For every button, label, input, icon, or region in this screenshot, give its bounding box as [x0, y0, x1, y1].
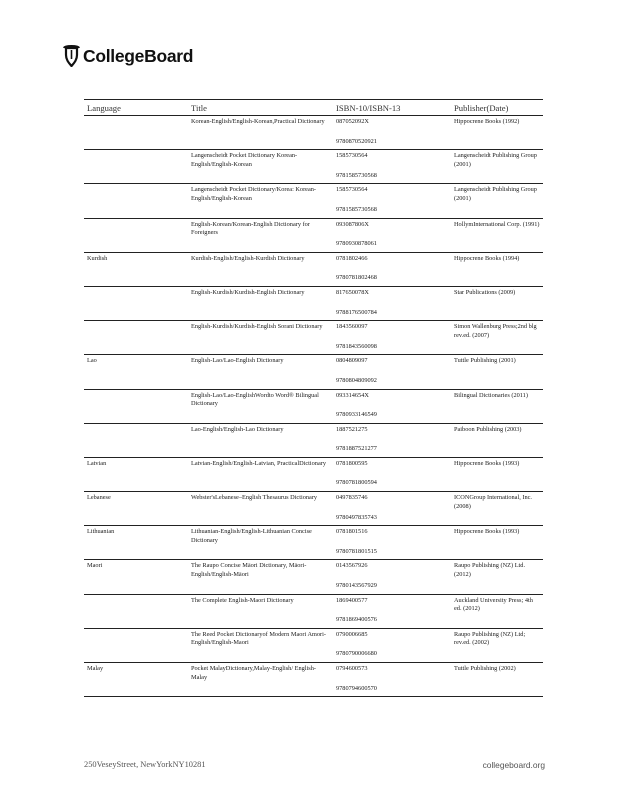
cell-title: The Reed Pocket Dictionaryof Modern Maori Amori-English/English-Maori	[188, 628, 333, 662]
table-header-row	[84, 100, 543, 116]
table-row	[84, 628, 543, 662]
isbn-10: 1887521275	[336, 425, 368, 433]
cell-publisher: Langenscheidt Publishing Group (2001)	[451, 184, 543, 218]
column-header-isbn: ISBN-10/ISBN-13	[333, 100, 451, 116]
cell-language: Lebanese	[84, 492, 188, 526]
cell-title: Webster'sLebanese–English Thesaurus Dictionary	[188, 492, 333, 526]
table-row	[84, 150, 543, 184]
isbn-10: 0781801516	[336, 528, 368, 536]
cell-publisher: Hippocrene Books (1994)	[451, 252, 543, 286]
table-body	[84, 116, 543, 697]
table-row	[84, 355, 543, 389]
table-row	[84, 594, 543, 628]
cell-publisher: Raupo Publishing (NZ) Ltd; rev.ed. (2002)	[451, 628, 543, 662]
cell-title: The Raupo Concise Māori Dictionary, Māori-English/English-Māori	[188, 560, 333, 594]
table-row	[84, 560, 543, 594]
cell-publisher: Auckland University Press; 4th ed. (2012)	[451, 594, 543, 628]
cell-language: Lithuanian	[84, 526, 188, 560]
cell-language	[84, 184, 188, 218]
cell-language: Lao	[84, 355, 188, 389]
cell-language: Malay	[84, 663, 188, 697]
cell-title: The Complete English-Maori Dictionary	[188, 594, 333, 628]
isbn-13: 9781843560098	[336, 342, 377, 350]
cell-language	[84, 628, 188, 662]
cell-language	[84, 423, 188, 457]
cell-publisher: HollymInternational Corp. (1991)	[451, 218, 543, 252]
cell-title: Pocket MalayDictionary,Malay-English/ English-Malay	[188, 663, 333, 697]
cell-language	[84, 389, 188, 423]
cell-isbn	[333, 150, 451, 184]
cell-title: English-Korean/Korean-English Dictionary for Foreigners	[188, 218, 333, 252]
isbn-10: 1585730564	[336, 186, 368, 194]
table-row	[84, 389, 543, 423]
cell-isbn	[333, 526, 451, 560]
cell-title: Langenscheidt Pocket Dictionary/Korea: Korean-English/English-Korean	[188, 184, 333, 218]
isbn-10: 093087806X	[336, 220, 369, 228]
footer-website[interactable]: collegeboard.org	[482, 760, 545, 770]
cell-title: English-Lao/Lao-English Dictionary	[188, 355, 333, 389]
column-header-publisher: Publisher(Date)	[451, 100, 543, 116]
isbn-13: 9788176500784	[336, 308, 377, 316]
cell-language	[84, 321, 188, 355]
cell-language: Kurdish	[84, 252, 188, 286]
cell-publisher: Simon Wallenburg Press;2nd blg rev.ed. (2007)	[451, 321, 543, 355]
cell-language	[84, 116, 188, 150]
table-row	[84, 457, 543, 491]
table-row	[84, 526, 543, 560]
cell-publisher: Hippocrene Books (1992)	[451, 116, 543, 150]
isbn-10: 0794600573	[336, 665, 368, 672]
cell-isbn	[333, 355, 451, 389]
cell-publisher: Tuttle Publishing (2001)	[451, 355, 543, 389]
cell-publisher: Hippocrene Books (1993)	[451, 526, 543, 560]
cell-title: English-Kurdish/Kurdish-English Dictionary	[188, 286, 333, 320]
cell-language	[84, 218, 188, 252]
cell-publisher: Star Publications (2009)	[451, 286, 543, 320]
isbn-10: 0497835746	[336, 494, 368, 502]
table-row	[84, 218, 543, 252]
cell-publisher: Paiboon Publishing (2003)	[451, 423, 543, 457]
cell-publisher: Langenscheidt Publishing Group (2001)	[451, 150, 543, 184]
cell-isbn	[333, 116, 451, 150]
cell-isbn	[333, 218, 451, 252]
isbn-10: 093314654X	[336, 391, 369, 399]
cell-isbn	[333, 492, 451, 526]
cell-title: Korean-English/English-Korean,Practical Dictionary	[188, 116, 333, 150]
isbn-13: 9780781800594	[336, 479, 377, 487]
isbn-10: 0143567926	[336, 562, 368, 570]
cell-isbn	[333, 663, 451, 697]
footer-address: 250VeseyStreet, NewYorkNY10281	[84, 760, 206, 769]
table-row	[84, 492, 543, 526]
cell-language	[84, 594, 188, 628]
table-row	[84, 184, 543, 218]
isbn-13: 9780870520921	[336, 137, 377, 145]
isbn-10: 0804809097	[336, 357, 368, 365]
cell-language	[84, 150, 188, 184]
collegeboard-logo	[63, 44, 193, 68]
isbn-13: 9781887521277	[336, 445, 377, 453]
cell-language: Latvian	[84, 457, 188, 491]
cell-publisher: ICONGroup International, Inc.(2008)	[451, 492, 543, 526]
cell-title: Kurdish-English/English-Kurdish Dictionary	[188, 252, 333, 286]
column-header-language: Language	[84, 100, 188, 116]
cell-title: Lithuanian-English/English-Lithuanian Concise Dictionary	[188, 526, 333, 560]
isbn-13: 9780143567929	[336, 582, 377, 590]
dictionary-table	[84, 99, 543, 697]
cell-isbn	[333, 560, 451, 594]
isbn-13: 9780804809092	[336, 376, 377, 384]
cell-isbn	[333, 389, 451, 423]
cell-publisher: Tuttle Publishing (2002)	[451, 663, 543, 697]
isbn-13: 9780794600570	[336, 684, 377, 692]
cell-isbn	[333, 252, 451, 286]
isbn-10: 1843560097	[336, 323, 368, 331]
table-row	[84, 286, 543, 320]
cell-language	[84, 286, 188, 320]
cell-publisher: Hippocrene Books (1993)	[451, 457, 543, 491]
cell-title: English-Kurdish/Kurdish-English Sorani Dictionary	[188, 321, 333, 355]
isbn-10: 0781802466	[336, 254, 368, 262]
table-row	[84, 423, 543, 457]
table-row	[84, 252, 543, 286]
cell-publisher: Bilingual Dictionaries (2011)	[451, 389, 543, 423]
cell-title: Latvian-English/English-Latvian, PracticalDictionary	[188, 457, 333, 491]
isbn-13: 9780781801515	[336, 547, 377, 555]
cell-isbn	[333, 628, 451, 662]
isbn-10: 087052092X	[336, 118, 369, 125]
table-row	[84, 663, 543, 697]
isbn-10: 0790006685	[336, 630, 368, 638]
cell-publisher: Raupo Publishing (NZ) Ltd. (2012)	[451, 560, 543, 594]
cell-isbn	[333, 286, 451, 320]
isbn-13: 9780497835743	[336, 513, 377, 521]
isbn-13: 9780930878061	[336, 240, 377, 248]
cell-isbn	[333, 321, 451, 355]
isbn-13: 9781869400576	[336, 616, 377, 624]
cell-title: English-Lao/Lao-EnglishWordto Word® Bilingual Dictionary	[188, 389, 333, 423]
cell-isbn	[333, 184, 451, 218]
isbn-10: 1869400577	[336, 596, 368, 604]
isbn-10: 817650078X	[336, 288, 369, 296]
isbn-10: 0781800595	[336, 459, 368, 467]
isbn-13: 9781585730568	[336, 205, 377, 213]
cell-title: Langenscheidt Pocket Dictionary Korean-English/English-Korean	[188, 150, 333, 184]
table-row	[84, 321, 543, 355]
isbn-10: 1585730564	[336, 152, 368, 160]
cell-language: Maori	[84, 560, 188, 594]
isbn-13: 9780933146549	[336, 411, 377, 419]
logo-text: CollegeBoard	[83, 45, 194, 66]
table-row	[84, 116, 543, 150]
isbn-13: 9780781802468	[336, 274, 377, 282]
cell-title: Lao-English/English-Lao Dictionary	[188, 423, 333, 457]
column-header-title: Title	[188, 100, 333, 116]
isbn-13: 9780790006680	[336, 650, 377, 658]
isbn-13: 9781585730568	[336, 171, 377, 179]
cell-isbn	[333, 457, 451, 491]
acorn-icon	[63, 45, 80, 67]
cell-isbn	[333, 423, 451, 457]
cell-isbn	[333, 594, 451, 628]
